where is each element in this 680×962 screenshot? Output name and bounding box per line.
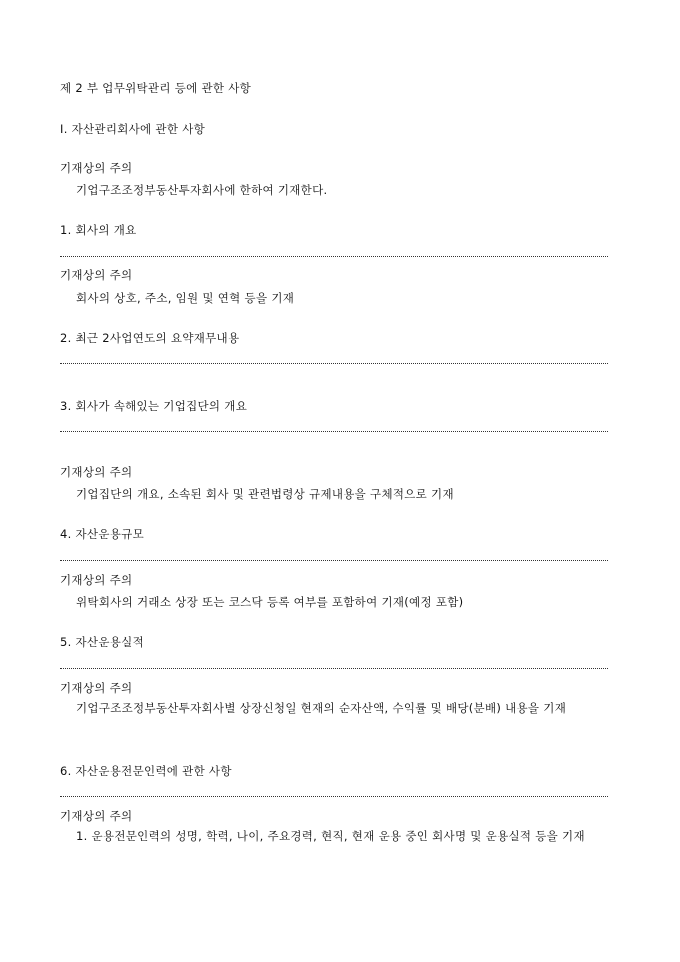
note-label: 기재상의 주의: [60, 809, 133, 823]
item-heading-6: 6. 자산운용전문인력에 관한 사항: [60, 764, 232, 778]
note-text: 회사의 상호, 주소, 임원 및 연혁 등을 기재: [76, 291, 295, 305]
item-heading-4: 4. 자산운용규모: [60, 527, 144, 541]
dotted-fill-line: [60, 560, 608, 561]
note-label: 기재상의 주의: [60, 681, 133, 695]
item-heading-5: 5. 자산운용실적: [60, 635, 144, 649]
note-text: 기업집단의 개요, 소속된 회사 및 관련법령상 규제내용을 구체적으로 기재: [76, 487, 454, 501]
note-text: 1. 운용전문인력의 성명, 학력, 나이, 주요경력, 현직, 현재 운용 중인 회사명 및 운용실적 등을 기재: [76, 829, 585, 843]
part-title: 제 2 부 업무위탁관리 등에 관한 사항: [60, 81, 252, 95]
dotted-fill-line: [60, 668, 608, 669]
note-label: 기재상의 주의: [60, 465, 133, 479]
dotted-fill-line: [60, 431, 608, 432]
note-label: 기재상의 주의: [60, 268, 133, 282]
note-label: 기재상의 주의: [60, 573, 133, 587]
note-text: 기업구조조정부동산투자회사별 상장신청일 현재의 순자산액, 수익률 및 배당(분배) 내용을 기재: [76, 701, 567, 715]
item-heading-2: 2. 최근 2사업연도의 요약재무내용: [60, 331, 240, 345]
item-heading-1: 1. 회사의 개요: [60, 223, 137, 237]
note-text: 기업구조조정부동산투자회사에 한하여 기재한다.: [76, 183, 328, 197]
note-label: 기재상의 주의: [60, 161, 133, 175]
section-title: Ⅰ. 자산관리회사에 관한 사항: [60, 122, 206, 136]
dotted-fill-line: [60, 796, 608, 797]
note-text: 위탁회사의 거래소 상장 또는 코스닥 등록 여부를 포함하여 기재(예정 포함): [76, 595, 464, 609]
dotted-fill-line: [60, 363, 608, 364]
dotted-fill-line: [60, 256, 608, 257]
item-heading-3: 3. 회사가 속해있는 기업집단의 개요: [60, 399, 248, 413]
